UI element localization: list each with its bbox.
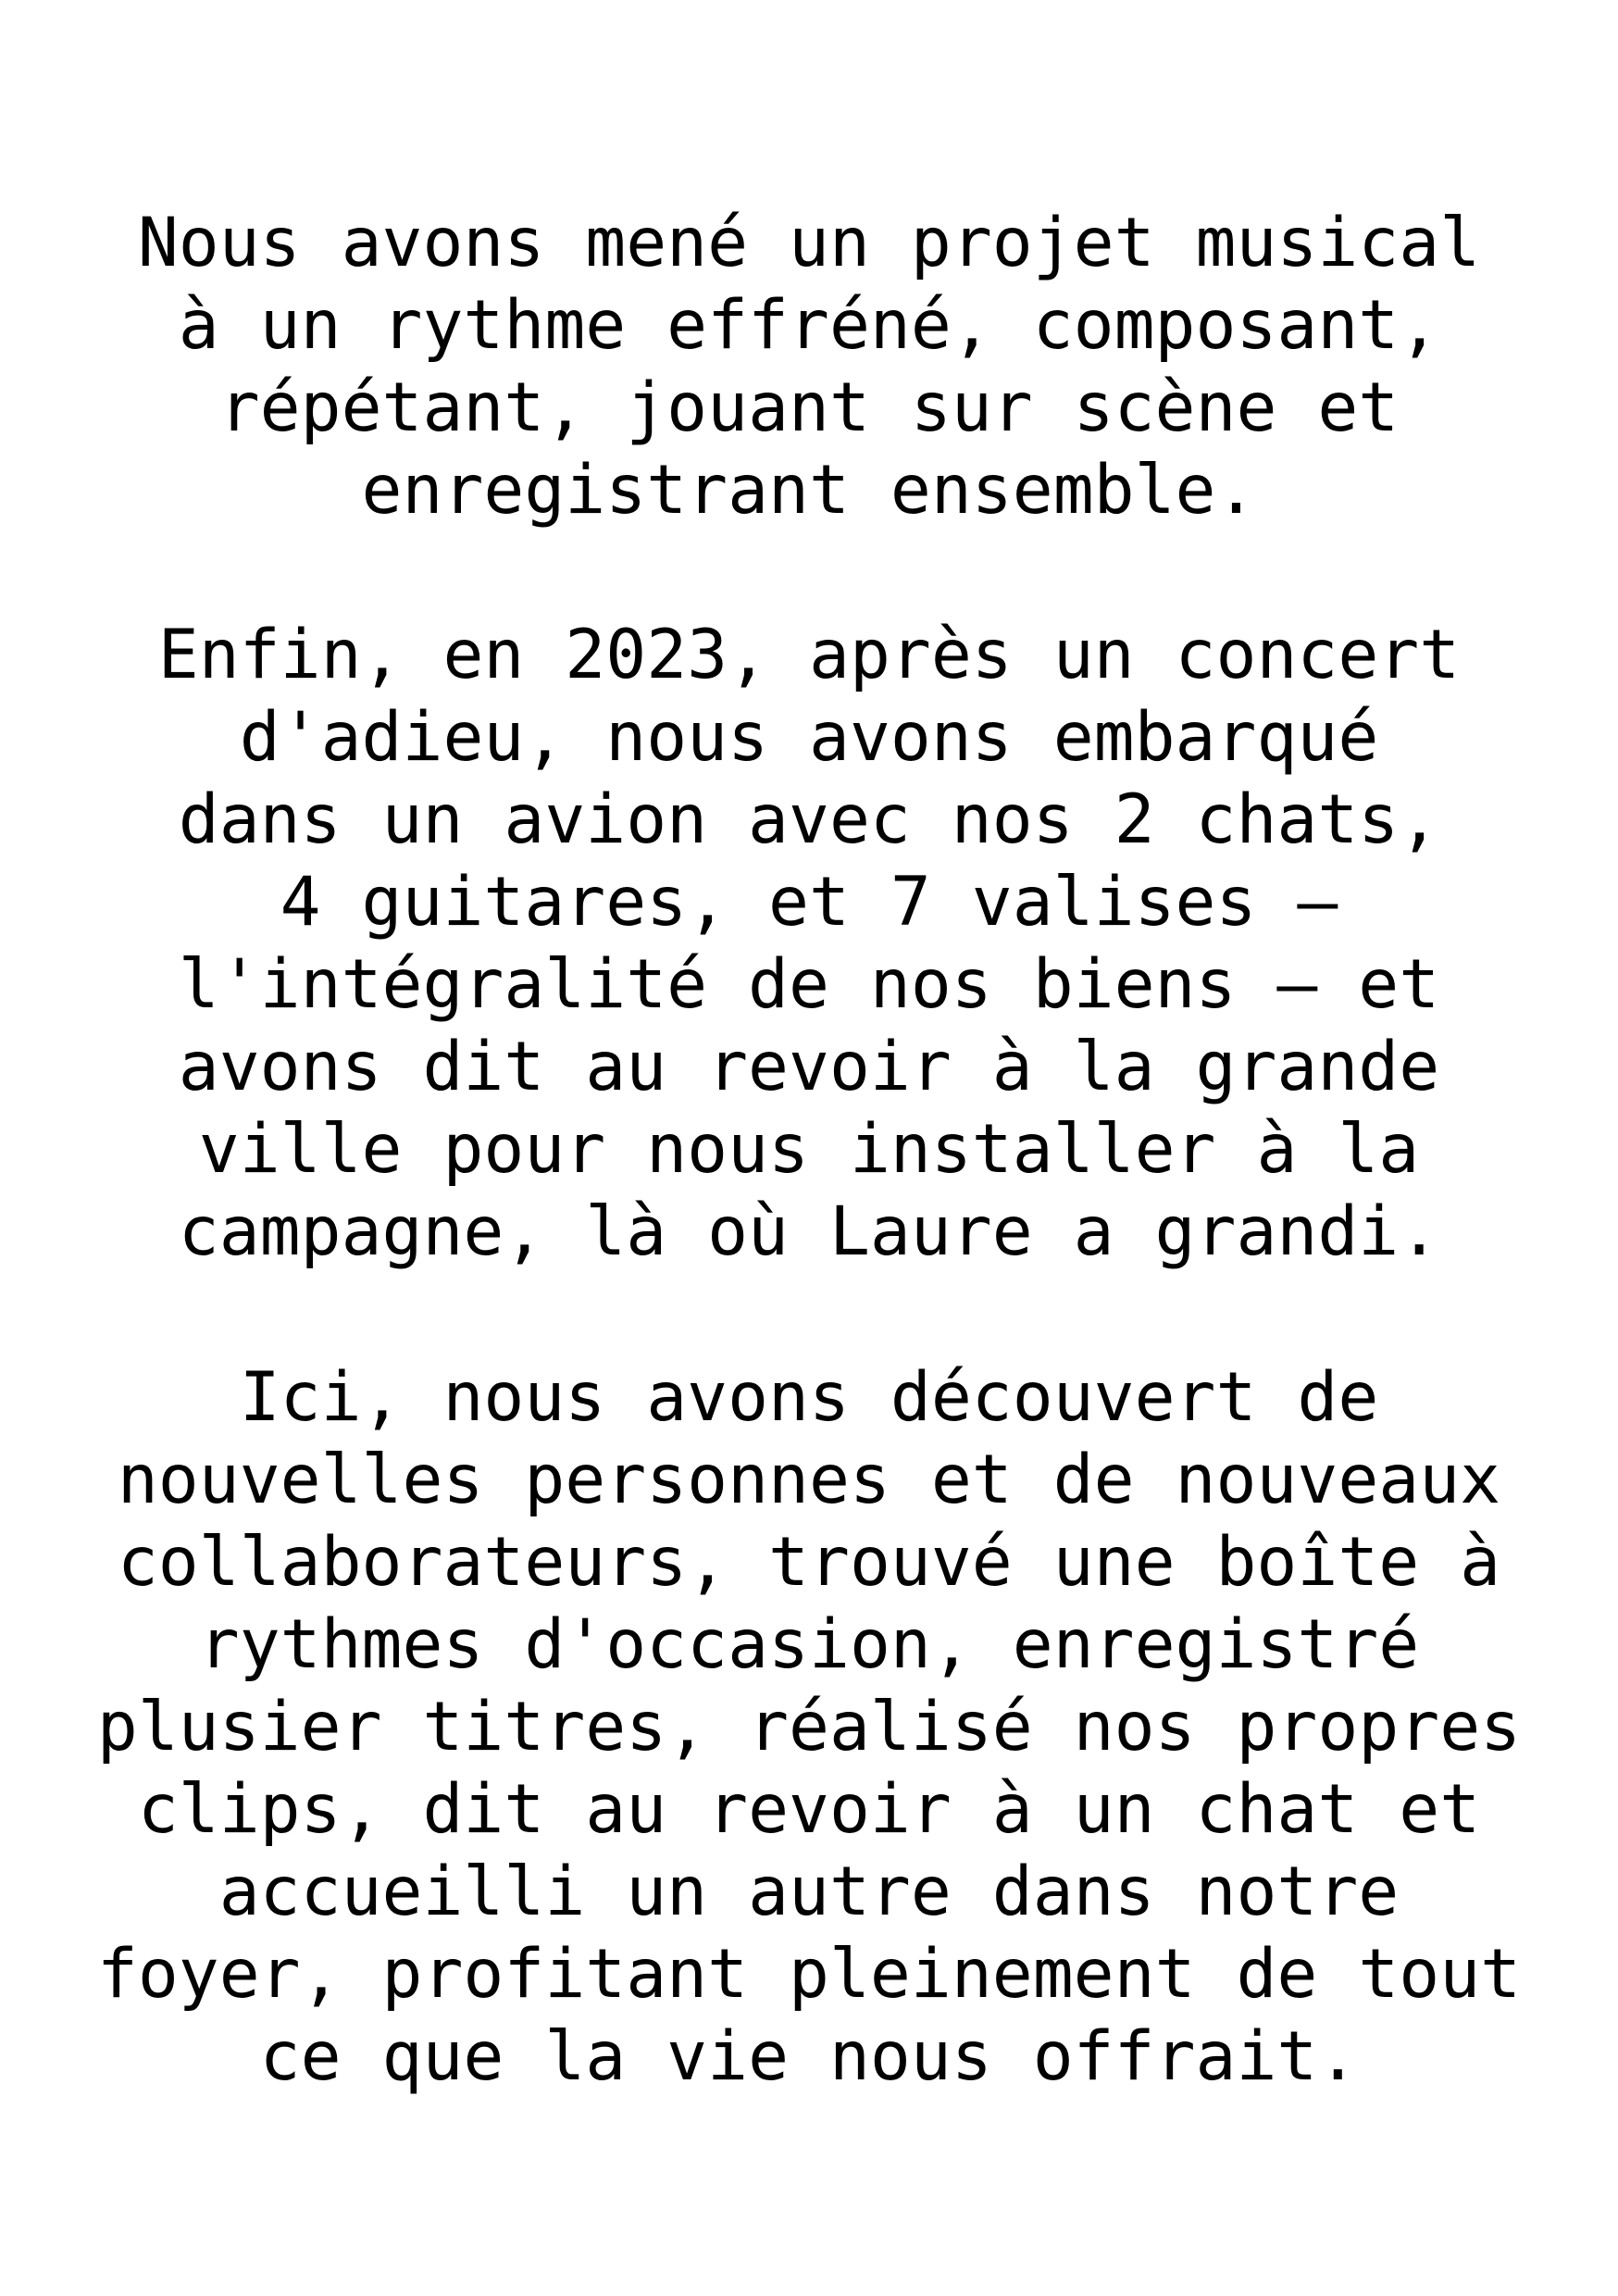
paragraph-project: [56, 202, 1562, 531]
paragraph-countryside: [56, 1356, 1562, 2098]
text-line: clips, dit au revoir à un chat et: [137, 1770, 1481, 1849]
text-line: accueilli un autre dans notre: [218, 1853, 1400, 1931]
paragraph-move: [56, 614, 1562, 1273]
text-line: 4 guitares, et 7 valises –: [280, 863, 1338, 942]
text-line: Ici, nous avons découvert de: [239, 1358, 1379, 1437]
text-line: répétant, jouant sur scène et: [218, 368, 1400, 447]
text-line: ville pour nous installer à la: [198, 1110, 1420, 1189]
text-line: plusier titres, réalisé nos propres: [96, 1688, 1522, 1766]
text-line: ce que la vie nous offrait.: [259, 2017, 1359, 2096]
text-line: à un rythme effréné, composant,: [178, 286, 1440, 365]
text-line: enregistrant ensemble.: [361, 451, 1257, 530]
text-line: foyer, profitant pleinement de tout: [96, 1935, 1522, 2014]
text-line: l'intégralité de nos biens – et: [178, 945, 1440, 1024]
text-line: campagne, là où Laure a grandi.: [178, 1192, 1440, 1271]
text-line: rythmes d'occasion, enregistré: [198, 1605, 1420, 1684]
text-line: collaborateurs, trouvé une boîte à: [117, 1523, 1501, 1602]
text-line: avons dit au revoir à la grande: [178, 1028, 1440, 1106]
text-line: dans un avion avec nos 2 chats,: [178, 780, 1440, 859]
text-line: Enfin, en 2023, après un concert: [157, 616, 1461, 694]
text-line: nouvelles personnes et de nouveaux: [117, 1441, 1501, 1519]
text-line: d'adieu, nous avons embarqué: [239, 698, 1379, 777]
text-line: Nous avons mené un projet musical: [137, 204, 1481, 282]
